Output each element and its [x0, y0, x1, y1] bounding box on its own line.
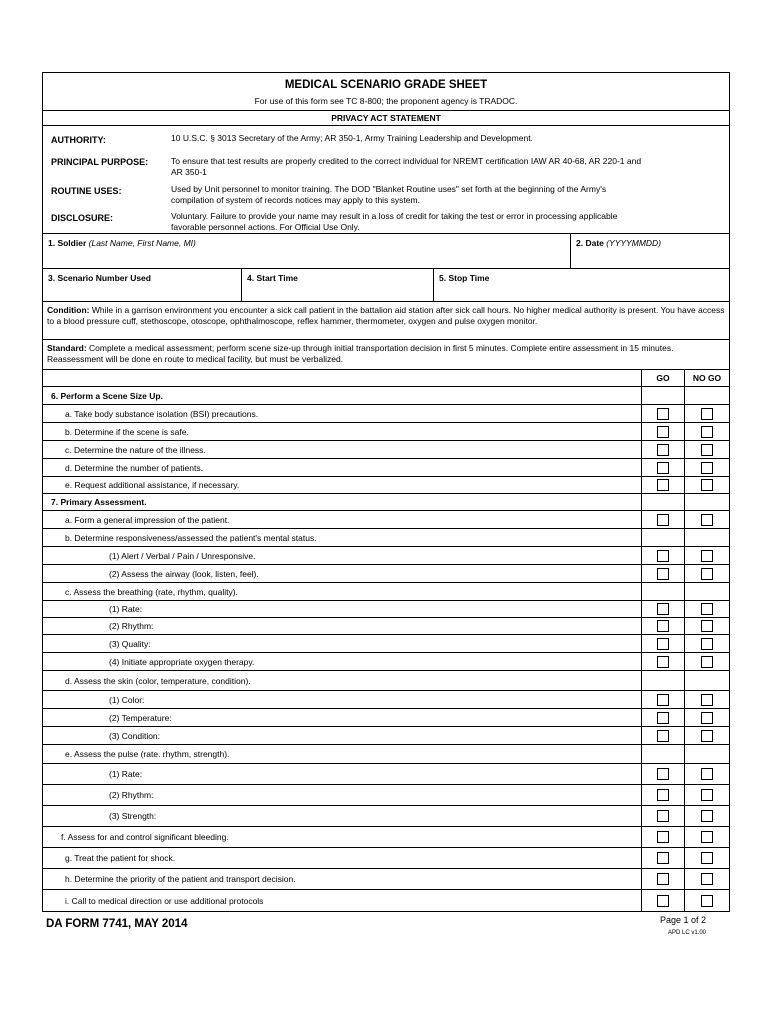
task-row	[43, 709, 729, 727]
nogo-cell	[684, 618, 729, 634]
nogo-cell	[684, 459, 729, 476]
standard-text: Complete a medical assessment; perform scene size-up through initial transportation decision in first 5 minutes. Complete entire assessment in 15 minutes. Reassessment will be done en route to medical facility, but must be verbalized.	[47, 343, 674, 364]
nogo-cell	[684, 511, 729, 528]
task-row	[43, 477, 729, 494]
go-cell	[641, 583, 684, 600]
go-checkbox[interactable]	[657, 479, 669, 491]
nogo-cell	[684, 745, 729, 763]
go-cell	[641, 890, 684, 911]
task-description: 7. Primary Assessment.	[51, 497, 147, 507]
go-checkbox[interactable]	[657, 620, 669, 632]
task-description: c. Determine the nature of the illness.	[65, 444, 206, 455]
soldier-field[interactable]	[43, 234, 571, 268]
task-description: d. Assess the skin (color, temperature, condition).	[65, 675, 251, 686]
scenario-label: 3. Scenario Number Used	[48, 273, 151, 283]
task-description: (2) Rhythm:	[109, 790, 154, 800]
task-description: (4) Initiate appropriate oxygen therapy.	[109, 656, 255, 667]
date-hint: (YYYYMMDD)	[606, 238, 662, 248]
task-description: (2) Temperature:	[109, 712, 172, 723]
go-cell	[641, 848, 684, 868]
go-cell	[641, 671, 684, 690]
go-cell	[641, 806, 684, 826]
go-checkbox[interactable]	[657, 768, 669, 780]
disclosure-text: Voluntary. Failure to provide your name may result in a loss of credit for taking the test or error in processing applicable favorable personnel actions. For Official Use Only.	[171, 211, 618, 232]
nogo-cell	[684, 529, 729, 546]
task-row	[43, 441, 729, 459]
task-row	[43, 529, 729, 547]
nogo-cell	[684, 709, 729, 726]
go-checkbox[interactable]	[657, 638, 669, 650]
nogo-cell	[684, 494, 729, 510]
nogo-cell	[684, 785, 729, 805]
task-row	[43, 387, 729, 405]
nogo-checkbox[interactable]	[701, 444, 713, 456]
standard-paragraph	[43, 340, 729, 370]
nogo-checkbox[interactable]	[701, 479, 713, 491]
date-field[interactable]	[571, 234, 729, 268]
go-cell	[641, 691, 684, 708]
nogo-checkbox[interactable]	[701, 768, 713, 780]
nogo-checkbox[interactable]	[701, 462, 713, 474]
task-row	[43, 601, 729, 618]
task-description: f. Assess for and control significant bleeding.	[61, 832, 229, 842]
nogo-cell	[684, 423, 729, 440]
nogo-cell	[684, 405, 729, 422]
nogo-cell	[684, 890, 729, 911]
nogo-cell	[684, 848, 729, 868]
page-number: Page 1 of 2	[660, 915, 707, 925]
go-checkbox[interactable]	[657, 408, 669, 420]
task-row	[43, 727, 729, 745]
authority-text: 10 U.S.C. § 3013 Secretary of the Army; AR 350-1, Army Training Leadership and Development.	[171, 133, 533, 143]
go-cell	[641, 764, 684, 784]
task-description: b. Determine if the scene is safe.	[65, 426, 189, 437]
nogo-checkbox[interactable]	[701, 852, 713, 864]
task-row	[43, 869, 729, 890]
nogo-cell	[684, 387, 729, 404]
form-number: DA FORM 7741, MAY 2014	[46, 918, 188, 930]
nogo-cell	[684, 691, 729, 708]
task-row	[43, 745, 729, 764]
task-row	[43, 565, 729, 583]
go-checkbox[interactable]	[657, 603, 669, 615]
task-description: (3) Quality:	[109, 638, 151, 649]
nogo-cell	[684, 547, 729, 564]
form-subtitle: For use of this form see TC 8-800; the proponent agency is TRADOC.	[254, 96, 518, 106]
form-title: MEDICAL SCENARIO GRADE SHEET	[284, 79, 488, 91]
nogo-checkbox[interactable]	[701, 514, 713, 526]
go-cell	[641, 601, 684, 617]
nogo-cell	[684, 727, 729, 744]
task-description: h. Determine the priority of the patient and transport decision.	[65, 874, 296, 884]
task-description: (1) Rate:	[109, 604, 143, 614]
task-row	[43, 671, 729, 691]
routine-text: Used by Unit personnel to monitor training. The DOD "Blanket Routine uses" set forth at the beginning of the Army's compilation of system of records notices may apply to this system.	[171, 184, 607, 205]
nogo-cell	[684, 601, 729, 617]
nogo-column-header: NO GO	[684, 370, 729, 386]
start-time-field[interactable]	[242, 269, 434, 301]
task-description: d. Determine the number of patients.	[65, 462, 203, 473]
go-cell	[641, 529, 684, 546]
task-row	[43, 618, 729, 635]
go-cell	[641, 511, 684, 528]
task-description: (2) Assess the airway (look, listen, feel).	[109, 568, 259, 579]
task-row	[43, 494, 729, 511]
task-description: (3) Strength:	[109, 811, 157, 821]
go-checkbox[interactable]	[657, 789, 669, 801]
nogo-checkbox[interactable]	[701, 620, 713, 632]
task-row	[43, 423, 729, 441]
go-cell	[641, 405, 684, 422]
nogo-cell	[684, 671, 729, 690]
go-cell	[641, 547, 684, 564]
go-checkbox[interactable]	[657, 730, 669, 742]
task-description: (1) Alert / Verbal / Pain / Unresponsive.	[109, 550, 256, 561]
nogo-checkbox[interactable]	[701, 730, 713, 742]
task-description: (2) Rhythm:	[109, 621, 154, 631]
task-row	[43, 890, 729, 911]
nogo-cell	[684, 764, 729, 784]
scenario-field[interactable]	[43, 269, 242, 301]
nogo-checkbox[interactable]	[701, 568, 713, 580]
task-description: (3) Condition:	[109, 730, 161, 741]
version-code: APD LC v1.00	[668, 930, 707, 936]
task-row	[43, 405, 729, 423]
go-checkbox[interactable]	[657, 550, 669, 562]
go-checkbox[interactable]	[657, 810, 669, 822]
nogo-cell	[684, 806, 729, 826]
task-row	[43, 691, 729, 709]
task-description: c. Assess the breathing (rate, rhythm, quality).	[65, 586, 238, 597]
go-checkbox[interactable]	[657, 514, 669, 526]
go-checkbox[interactable]	[657, 568, 669, 580]
go-checkbox[interactable]	[657, 895, 669, 907]
go-cell	[641, 423, 684, 440]
task-row	[43, 827, 729, 848]
disclosure-label: DISCLOSURE:	[51, 213, 114, 223]
nogo-cell	[684, 477, 729, 493]
task-row	[43, 653, 729, 671]
nogo-checkbox[interactable]	[701, 810, 713, 822]
go-cell	[641, 869, 684, 889]
task-description: b. Determine responsiveness/assessed the patient's mental status.	[65, 532, 317, 543]
task-row	[43, 635, 729, 653]
column-header-row	[43, 370, 729, 387]
stop-time-label: 5. Stop Time	[439, 273, 490, 283]
task-row	[43, 806, 729, 827]
go-cell	[641, 441, 684, 458]
go-cell	[641, 785, 684, 805]
condition-text: While in a garrison environment you encounter a sick call patient in the battalion aid station after sick call hours. No higher medical authority is present. You have access to a blood pressure cuff, stethoscope, otoscope, ophthalmoscope, reflex hammer, thermometer, oxygen and pulse oxygen monitor.	[47, 305, 725, 326]
go-checkbox[interactable]	[657, 873, 669, 885]
task-table	[43, 370, 729, 911]
nogo-checkbox[interactable]	[701, 656, 713, 668]
go-cell	[641, 459, 684, 476]
date-label: 2. Date	[576, 238, 604, 248]
go-checkbox[interactable]	[657, 712, 669, 724]
nogo-cell	[684, 441, 729, 458]
authority-label: AUTHORITY:	[51, 135, 106, 145]
nogo-checkbox[interactable]	[701, 895, 713, 907]
grade-sheet-form	[42, 72, 730, 912]
task-description: e. Assess the pulse (rate. rhythm, strength).	[65, 749, 230, 759]
nogo-cell	[684, 583, 729, 600]
go-cell	[641, 827, 684, 847]
go-checkbox[interactable]	[657, 831, 669, 843]
purpose-text: To ensure that test results are properly credited to the correct individual for NREMT certification IAW AR 40-68, AR 220-1 and AR 350-1	[171, 156, 642, 177]
routine-label: ROUTINE USES:	[51, 186, 122, 196]
nogo-checkbox[interactable]	[701, 712, 713, 724]
start-time-label: 4. Start Time	[247, 273, 298, 283]
task-row	[43, 547, 729, 565]
nogo-checkbox[interactable]	[701, 603, 713, 615]
stop-time-field[interactable]	[434, 269, 729, 301]
go-cell	[641, 565, 684, 582]
nogo-checkbox[interactable]	[701, 550, 713, 562]
standard-label: Standard:	[47, 343, 87, 353]
soldier-hint: (Last Name, First Name, MI)	[88, 238, 196, 248]
soldier-label: 1. Soldier	[48, 238, 87, 248]
go-checkbox[interactable]	[657, 852, 669, 864]
task-description: (1) Color:	[109, 694, 145, 705]
task-description: (1) Rate:	[109, 769, 143, 779]
nogo-cell	[684, 635, 729, 652]
go-cell	[641, 709, 684, 726]
task-row	[43, 583, 729, 601]
form-header	[43, 73, 729, 111]
task-description: a. Form a general impression of the patient.	[65, 514, 230, 525]
column-header-blank	[43, 370, 641, 386]
task-row	[43, 785, 729, 806]
nogo-checkbox[interactable]	[701, 426, 713, 438]
go-cell	[641, 477, 684, 493]
go-checkbox[interactable]	[657, 656, 669, 668]
nogo-cell	[684, 653, 729, 670]
task-description: e. Request additional assistance, if necessary.	[65, 480, 240, 490]
go-cell	[641, 727, 684, 744]
go-column-header: GO	[641, 370, 684, 386]
go-cell	[641, 653, 684, 670]
go-cell	[641, 618, 684, 634]
condition-paragraph	[43, 302, 729, 340]
task-row	[43, 764, 729, 785]
condition-label: Condition:	[47, 305, 90, 315]
purpose-label: PRINCIPAL PURPOSE:	[51, 157, 149, 167]
nogo-checkbox[interactable]	[701, 408, 713, 420]
nogo-cell	[684, 565, 729, 582]
nogo-cell	[684, 869, 729, 889]
go-checkbox[interactable]	[657, 444, 669, 456]
soldier-date-row	[43, 234, 729, 269]
task-description: 6. Perform a Scene Size Up.	[51, 390, 163, 401]
nogo-checkbox[interactable]	[701, 638, 713, 650]
task-description: i. Call to medical direction or use additional protocols	[65, 895, 264, 906]
nogo-checkbox[interactable]	[701, 873, 713, 885]
task-row	[43, 459, 729, 477]
privacy-heading: PRIVACY ACT STATEMENT	[43, 111, 729, 126]
nogo-checkbox[interactable]	[701, 831, 713, 843]
go-cell	[641, 635, 684, 652]
task-description: a. Take body substance isolation (BSI) precautions.	[65, 408, 259, 419]
task-description: g. Treat the patient for shock.	[65, 853, 176, 863]
scenario-time-row	[43, 269, 729, 302]
nogo-cell	[684, 827, 729, 847]
go-checkbox[interactable]	[657, 694, 669, 706]
go-cell	[641, 387, 684, 404]
task-row	[43, 848, 729, 869]
go-checkbox[interactable]	[657, 462, 669, 474]
privacy-statement	[43, 126, 729, 234]
go-checkbox[interactable]	[657, 426, 669, 438]
go-cell	[641, 745, 684, 763]
go-cell	[641, 494, 684, 510]
task-row	[43, 511, 729, 529]
nogo-checkbox[interactable]	[701, 694, 713, 706]
nogo-checkbox[interactable]	[701, 789, 713, 801]
